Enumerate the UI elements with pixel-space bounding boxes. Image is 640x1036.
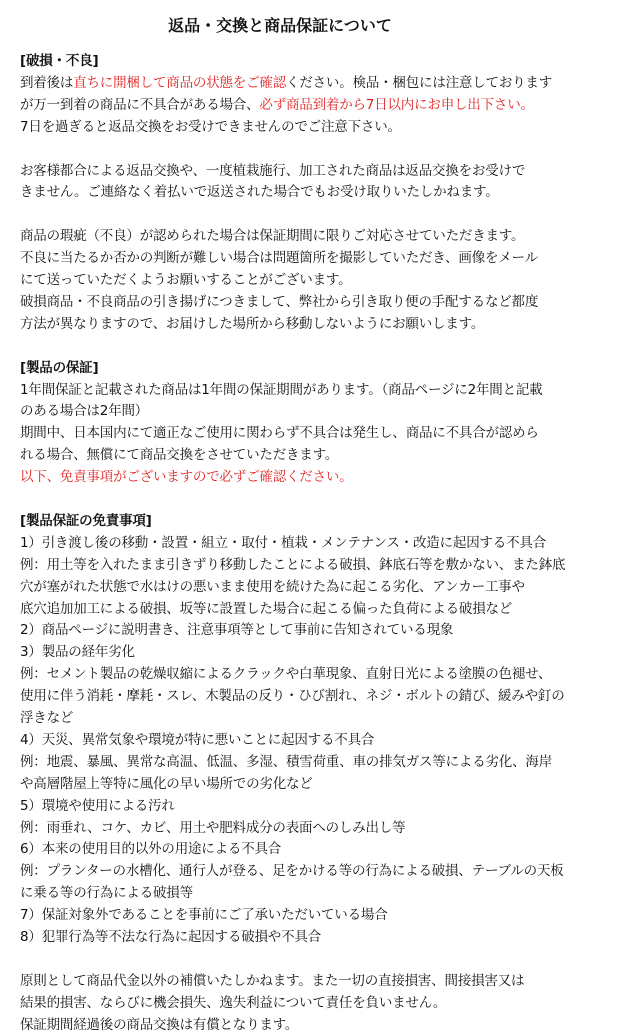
body-text: 結果的損害、ならびに機会損失、逸失利益について責任を負いません。 — [20, 994, 447, 1011]
body-text: 例：用土等を入れたまま引きずり移動したことによる破損、鉢底石等を敷かない、また鉢底 — [20, 556, 566, 573]
text-line — [20, 773, 313, 795]
text-line — [20, 576, 525, 598]
text-line — [20, 94, 534, 116]
body-text: 例：雨垂れ、コケ、カビ、用土や肥料成分の表面へのしみ出し等 — [20, 819, 406, 836]
text-line — [20, 795, 175, 817]
text-line — [20, 707, 73, 729]
text-line — [20, 269, 351, 291]
text-line — [20, 926, 321, 948]
body-text: 破損商品・不良商品の引き揚げにつきまして、弊社から引き取り便の手配するなど都度 — [20, 293, 539, 310]
body-text: 7）保証対象外であることを事前にご了承いただいている場合 — [20, 907, 388, 924]
text-line — [20, 619, 453, 641]
text-line — [20, 817, 405, 839]
text-line — [20, 598, 512, 620]
body-text: 1年間保証と記載された商品は1年間の保証期間があります。（商品ページに2年間と記載 — [20, 381, 543, 398]
body-text: 4）天災、異常気象や環境が特に悪いことに起因する不具合 — [20, 731, 375, 748]
text-line — [20, 554, 565, 576]
body-text: や高層階屋上等特に風化の早い場所での劣化など — [20, 775, 313, 792]
emphasis-text: 以下、免責事項がございますので必ずご確認ください。 — [20, 469, 353, 486]
body-text: 1）引き渡し後の移動・設置・組立・取付・植栽・メンテナンス・改造に起因する不具合 — [20, 534, 547, 551]
body-text: 例：プランターの水槽化、通行人が登る、足をかける等の行為による破損、テーブルの天板 — [20, 863, 564, 880]
text-line — [20, 838, 281, 860]
text-line — [20, 751, 552, 773]
section-heading — [20, 510, 152, 532]
body-text: 8）犯罪行為等不法な行為に起因する破損や不具合 — [20, 929, 321, 945]
text-line — [20, 466, 353, 488]
body-text: 5）環境や使用による汚れ — [20, 797, 175, 814]
text-line — [20, 904, 388, 926]
emphasis-text: 直ちに開梱して商品の状態をご確認 — [73, 74, 287, 91]
text-line — [20, 72, 552, 94]
text-line — [20, 882, 193, 904]
text-line — [20, 992, 446, 1014]
section-heading — [20, 50, 98, 72]
text-line — [20, 663, 551, 685]
body-text: 例：セメント製品の乾燥収縮によるクラックや白華現象、直射日光による塗膜の色褪せ、 — [20, 666, 552, 683]
text-line — [20, 247, 538, 269]
text-line — [20, 313, 484, 335]
body-text: お客様都合による返品交換や、一度植栽施行、加工された商品は返品交換をお受けで — [20, 162, 526, 179]
section-heading-text: [製品保証の免責事項] — [20, 512, 152, 529]
body-text: に乗る等の行為による破損等 — [20, 885, 193, 902]
page-title: 返品・交換と商品保証について — [168, 16, 392, 35]
text-line — [20, 181, 499, 203]
body-text: 方法が異なりますので、お届けした場所から移動しないようにお願いします。 — [20, 315, 485, 332]
text-line — [20, 444, 338, 466]
text-line — [20, 116, 401, 138]
body-text: 浮きなど — [20, 710, 74, 726]
text-line — [20, 400, 148, 422]
section-heading-text: [製品の保証] — [20, 359, 99, 376]
text-line — [20, 860, 564, 882]
body-text: が万一到着の商品に不具合がある場合、 — [20, 96, 260, 113]
body-text: れる場合、無償にて商品交換をさせていただきます。 — [20, 447, 339, 464]
body-text: 7日を過ぎると返品交換をお受けできませんのでご注意下さい。 — [20, 118, 401, 135]
body-text: 2）商品ページに説明書き、注意事項等として事前に告知されている現象 — [20, 622, 454, 639]
text-line — [20, 422, 539, 444]
text-line — [20, 291, 538, 313]
text-line — [20, 532, 546, 554]
body-text: 期間中、日本国内にて適正なご使用に関わらず不具合は発生し、商品に不具合が認めら — [20, 425, 539, 442]
body-text: 到着後は — [20, 74, 74, 91]
text-line — [20, 685, 565, 707]
body-text: 不良に当たるか否かの判断が難しい場合は問題箇所を撮影していただき、画像をメール — [20, 250, 538, 267]
emphasis-text: 必ず商品到着から7日以内にお申し出下さい。 — [259, 96, 534, 113]
text-line — [20, 160, 525, 182]
body-text: 原則として商品代金以外の補償いたしかねます。また一切の直接損害、間接損害又は — [20, 972, 525, 989]
text-line — [20, 970, 524, 992]
text-line — [20, 641, 135, 663]
body-text: 商品の瑕疵（不良）が認められた場合は保証期間に限りご対応させていただきます。 — [20, 228, 525, 245]
section-heading-text: [破損・不良] — [20, 53, 99, 69]
body-text: 底穴追加加工による破損、坂等に設置した場合に起こる偏った負荷による破損など — [20, 600, 513, 617]
body-text: 使用に伴う消耗・摩耗・スレ、木製品の反り・ひび割れ、ネジ・ボルトの錆び、緩みや釘の — [20, 688, 565, 705]
body-text: ください。検品・梱包には注意しております — [286, 74, 553, 91]
body-text: 穴が塞がれた状態で水はけの悪いまま使用を続けた為に起こる劣化、アンカー工事や — [20, 578, 525, 595]
body-text: きません。ご連絡なく着払いで返送された場合でもお受け取りいたしかねます。 — [20, 184, 499, 201]
body-text: 6）本来の使用目的以外の用途による不具合 — [20, 841, 282, 858]
body-text: 3）製品の経年劣化 — [20, 644, 135, 661]
body-text: 例：地震、暴風、異常な高温、低温、多湿、積雪荷重、車の排気ガス等による劣化、海岸 — [20, 753, 552, 770]
body-text: 保証期間経過後の商品交換は有償となります。 — [20, 1016, 299, 1033]
text-line — [20, 379, 542, 401]
body-text: にて送っていただくようお願いすることがございます。 — [20, 272, 352, 288]
text-line — [20, 225, 524, 247]
body-text: のある場合は2年間） — [20, 403, 149, 420]
text-line — [20, 729, 374, 751]
section-heading — [20, 357, 98, 379]
